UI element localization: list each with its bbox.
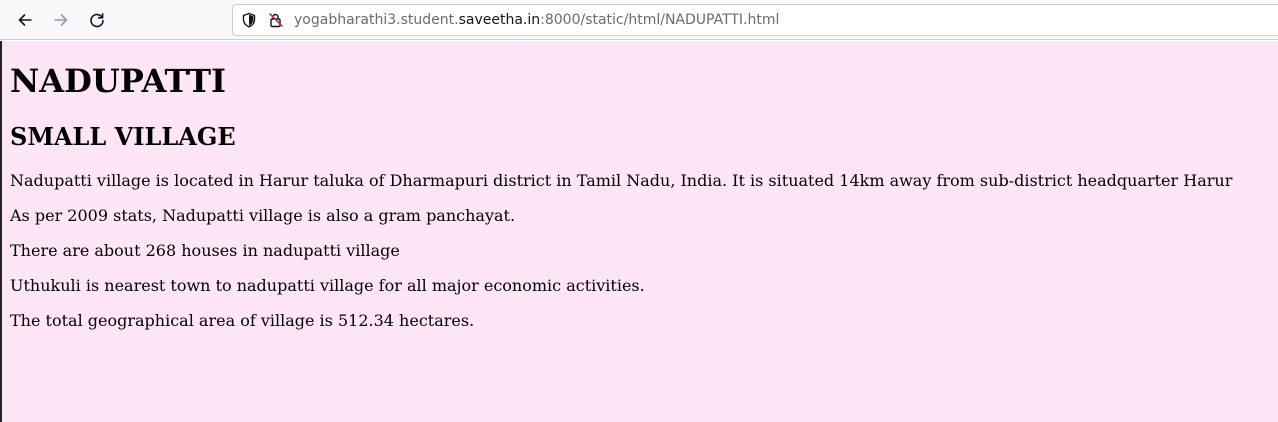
- url-text[interactable]: [294, 12, 779, 28]
- page-content: [0, 41, 1278, 422]
- paragraph-location: Nadupatti village is located in Harur taluka of Dharmapuri district in Tamil Nadu, India. It is situated 14km away from sub-district headquarter Harur: [10, 171, 1233, 190]
- url-domain: saveetha.in: [458, 12, 541, 28]
- page-subtitle: SMALL VILLAGE: [10, 122, 236, 151]
- page-title: NADUPATTI: [10, 62, 226, 100]
- forward-button[interactable]: [47, 6, 75, 34]
- browser-toolbar: [0, 0, 1278, 40]
- paragraph-area: The total geographical area of village is 512.34 hectares.: [10, 311, 475, 330]
- address-bar[interactable]: [232, 4, 1278, 36]
- url-prefix: yogabharathi3.student.: [294, 12, 459, 28]
- arrow-left-icon: [16, 11, 34, 29]
- arrow-right-icon: [52, 11, 70, 29]
- shield-icon[interactable]: [241, 12, 257, 28]
- reload-icon: [88, 11, 106, 29]
- insecure-lock-icon[interactable]: [268, 12, 284, 28]
- paragraph-nearest-town: Uthukuli is nearest town to nadupatti village for all major economic activities.: [10, 276, 645, 295]
- back-button[interactable]: [11, 6, 39, 34]
- paragraph-houses: There are about 268 houses in nadupatti village: [10, 241, 400, 260]
- reload-button[interactable]: [83, 6, 111, 34]
- url-suffix: :8000/static/html/NADUPATTI.html: [540, 12, 780, 28]
- paragraph-panchayat: As per 2009 stats, Nadupatti village is also a gram panchayat.: [10, 206, 516, 225]
